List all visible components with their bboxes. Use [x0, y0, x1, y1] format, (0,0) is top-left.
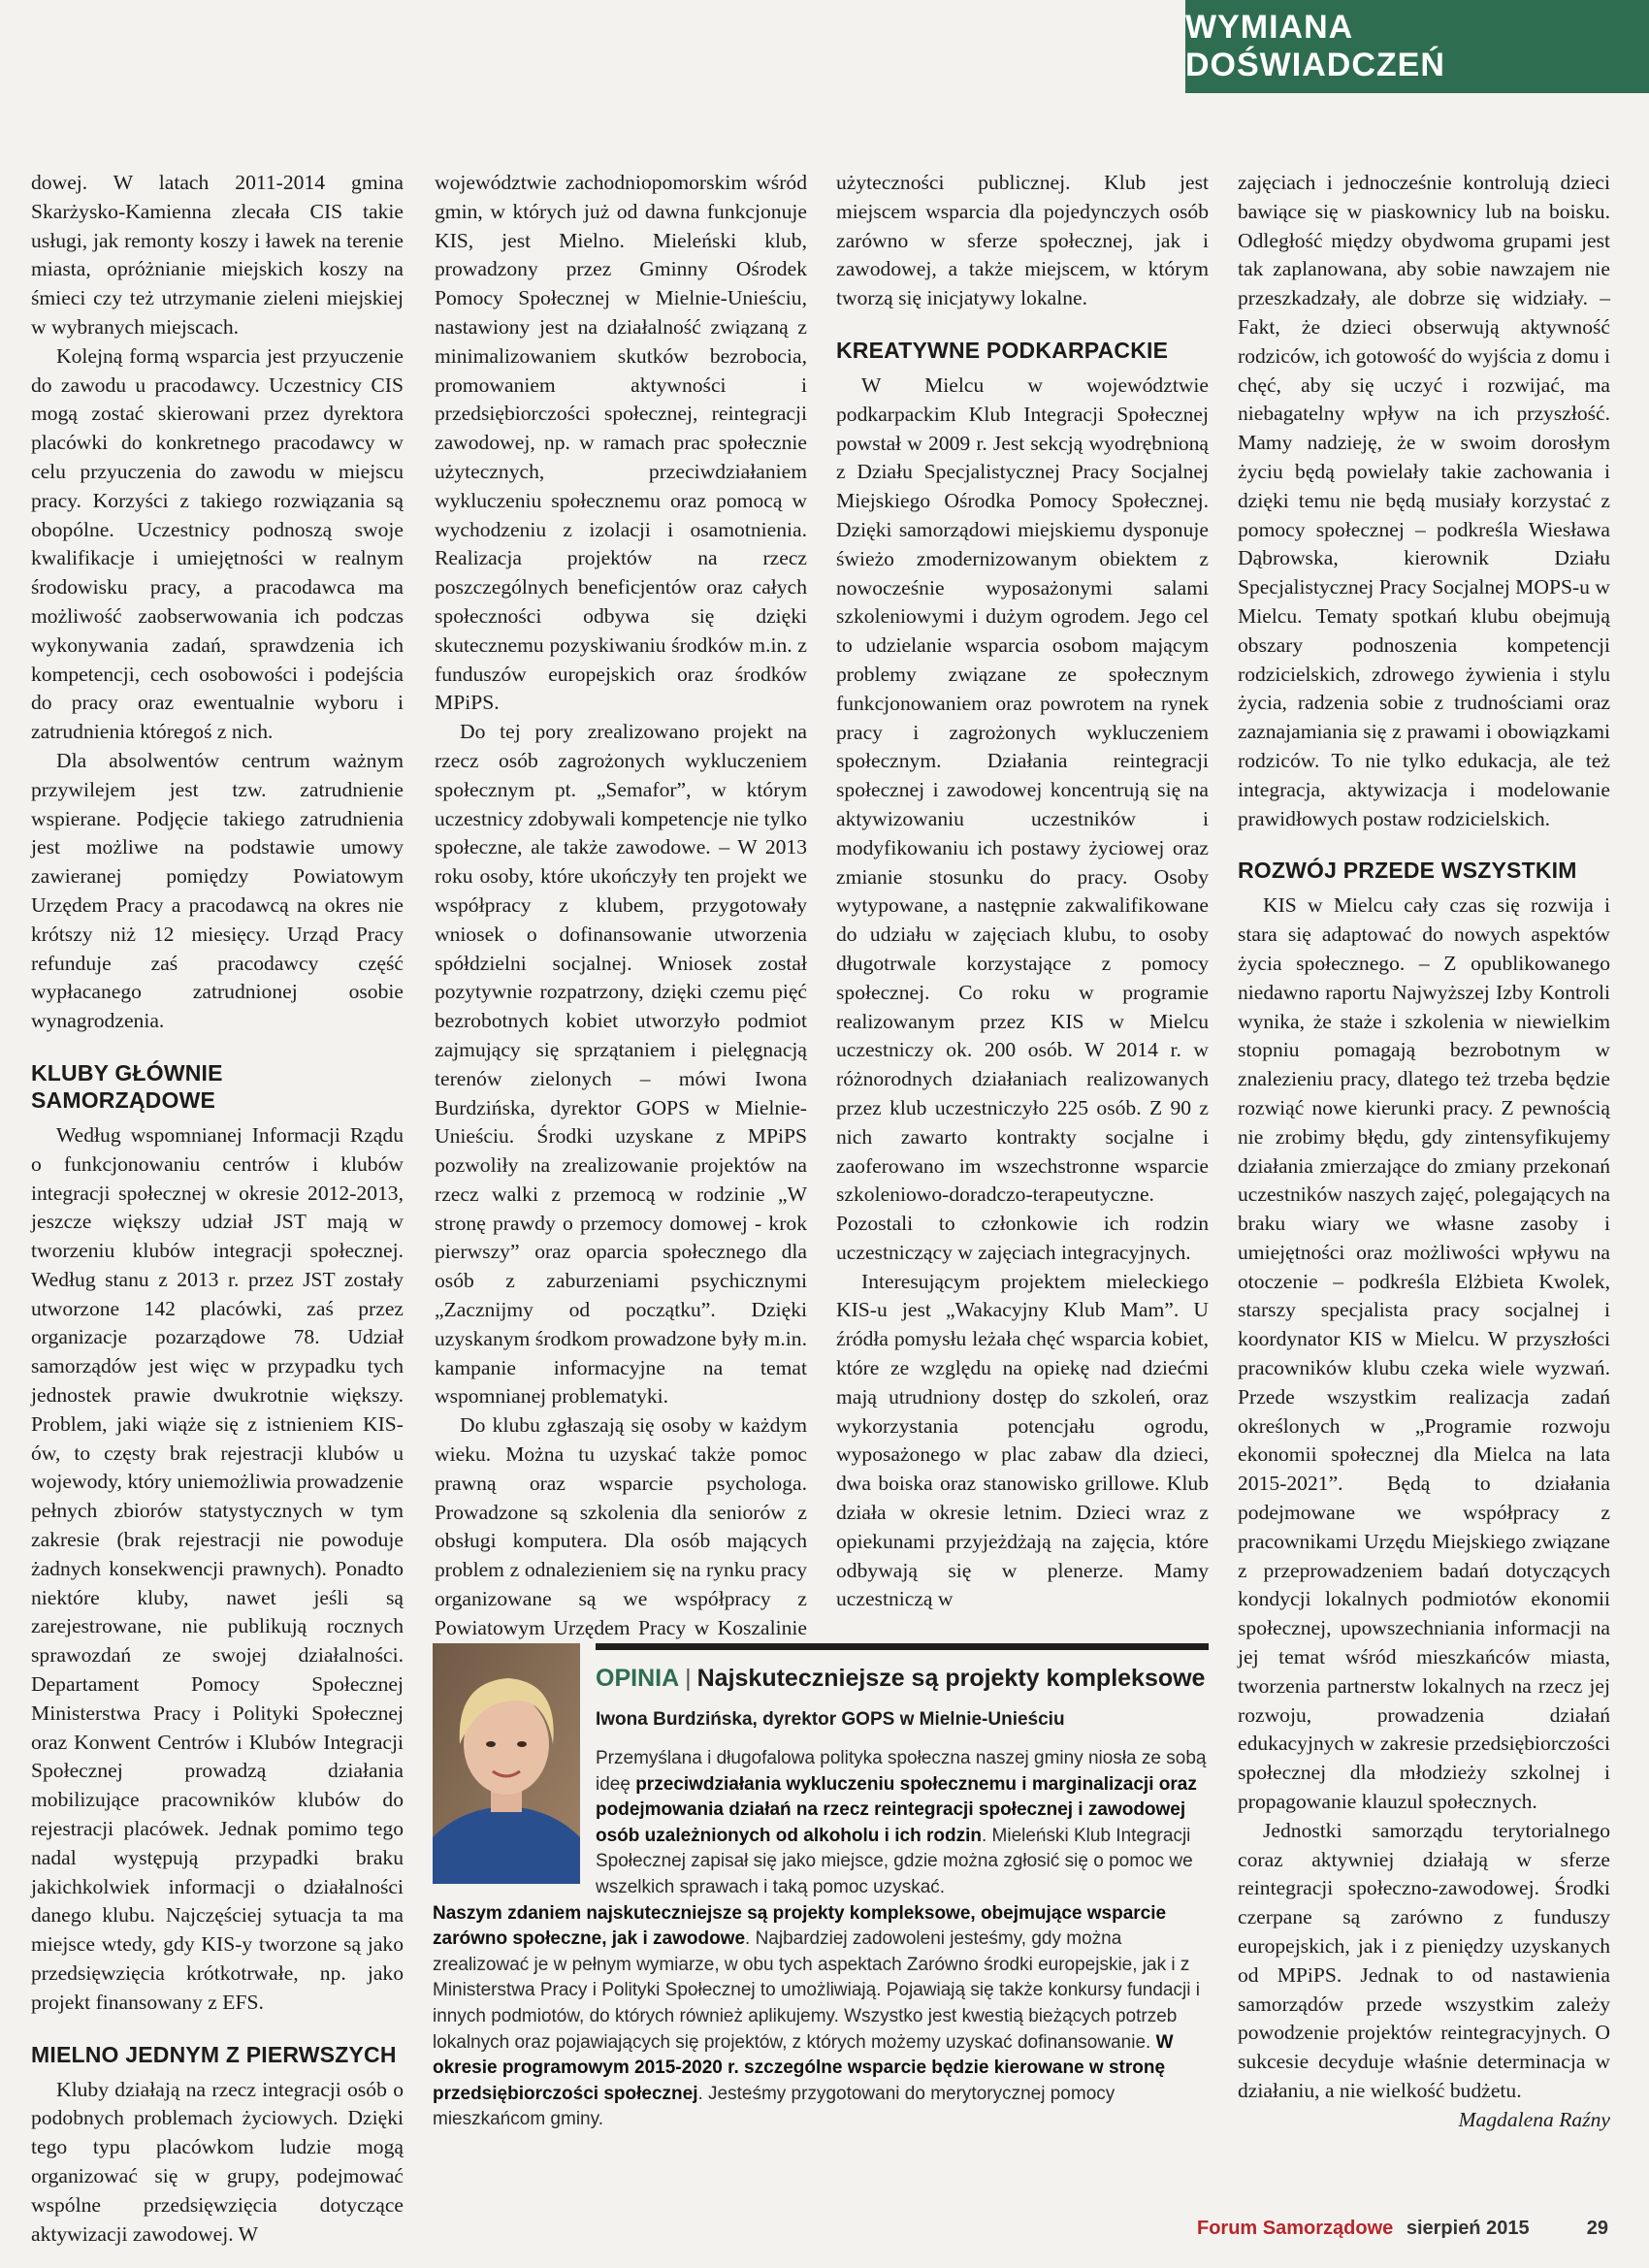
article-column-1 [31, 169, 404, 2249]
paragraph: Jednostki samorządu terytorialnego coraz aktywniej działają w sferze reintegracji społeczno-zawodowej. Środki czerpane są zarówno z funduszy europejskich, jak i z pieniędzy uzyskanych od MPiPS. Jednak to od nastawienia samorządów przede wszystkim zależy powodzenie projektów reintegracyjnych. O sukcesie decyduje właśnie determinacja w działaniu, a nie wielkość budżetu. [1238, 1818, 1610, 2102]
opinion-highlight: W okresie programowym 2015-2020 r. szczególne wsparcie będzie kierowane w stronę przedsiębiorczości społecznej [433, 2031, 1174, 2104]
opinion-highlight: Naszym zdaniem najskuteczniejsze są projekty kompleksowe, obejmujące wsparcie zarówno społeczne, jak i zawodowe [433, 1902, 1167, 1950]
opinion-box [433, 1643, 1209, 2187]
opinion-kicker: OPINIA [596, 1665, 680, 1692]
opinion-separator: | [685, 1665, 692, 1692]
paragraph: Według wspomnianej Informacji Rządu o funkcjonowaniu centrów i klubów integracji społecznej w okresie 2012-2013, jeszcze większy udział JST mają w tworzeniu klubów integracji społecznej. Według stanu z 2013 r. przez JST zostały utworzone 142 placówki, zaś przez organizacje pozarządowe 78. Udział samorządów jest więc w przypadku tych jednostek prawie dwukrotnie większy. Problem, jaki wiąże się z istnieniem KIS-ów, to częsty brak rejestracji klubów u wojewody, który uniemożliwia prowadzenie pełnych zbiorów statystycznych w tym zakresie (brak rejestracji nie powoduje żadnych konsekwencji prawnych). Ponadto niektóre kluby, nawet jeśli są zarejestrowane, nie publikują rocznych sprawozdań ze swojej działalności. Departament Pomocy Społecznej Ministerstwa Pracy i Polityki Społecznej oraz Konwent Centrów i Klubów Integracji Społecznej prowadzą działania mobilizujące pracowników klubów do rejestracji placówek. Jednak pomimo tego nadal występują przypadki braku jakichkolwiek informacji o działalności danego klubu. Najczęściej sytuacja ta ma miejsce wtedy, gdy KIS-y tworzone są jako przedsięwzięcia krótkotrwałe, np. jako projekt finansowany z EFS. [31, 1122, 404, 2014]
subheading: KREATYWNE PODKARPACKIE [836, 337, 1169, 363]
paragraph: województwie zachodniopomorskim wśród gmin, w których już od dawna funkcjonuje KIS, jest Mielno. Mieleński klub, prowadzony przez Gminny Ośrodek Pomocy Społecznej w Mielnie-Unieściu, nastawiony jest na działalność związaną z minimalizowaniem skutków bezrobocia, promowaniem aktywności i przedsiębiorczości społecznej, reintegracji zawodowej, np. w ramach prac społecznie użytecznych, przeciwdziałaniem wykluczeniu społecznemu oraz pomocą w wychodzeniu z izolacji i osamotnienia. Realizacja projektów na rzecz poszczególnych beneficjentów oraz całych społeczności odbywa się dzięki skutecznemu pozyskiwaniu środków m.in. z funduszów europejskich oraz środków MPiPS. [435, 171, 807, 715]
opinion-text: . Jesteśmy przygotowani do merytorycznej pomocy mieszkańcom gminy. [433, 2083, 1116, 2130]
opinion-paragraph [596, 1746, 1209, 1901]
paragraph: Do klubu zgłaszają się osoby w każdym wieku. Można tu uzyskać także pomoc prawną oraz wsparcie psychologa. Prowadzone są szkolenia dla seniorów z obsługi komputera. Dla osób mających problem z odnalezieniem się na rynku pracy organizowane są we współpracy z Powiatowym Urzędem Pracy w Koszalinie [435, 1413, 807, 1639]
paragraph: Interesującym projektem mieleckiego KIS-u jest „Wakacyjny Klub Mam”. U źródła pomysłu leżała chęć wsparcia kobiet, które ze względu na opiekę nad dziećmi mają utrudniony dostęp do szkoleń, oraz wykorzystania potencjału ogrodu, wyposażonego w plac zabaw dla dzieci, dwa boiska oraz stanowisko grillowe. Klub działa w okresie letnim. Dzieci wraz z opiekunami przyjeżdżają na zajęcia, które odbywają się w plenerze. Mamy uczestniczą w [836, 1269, 1209, 1611]
opinion-body [433, 1746, 1209, 2133]
paragraph: Kolejną formą wsparcia jest przyuczenie do zawodu u pracodawcy. Uczestnicy CIS mogą zostać skierowani przez dyrektora placówki do konkretnego pracodawcy w celu przyuczenia do zawodu w miejscu pracy. Korzyści z takiego rozwiązania są obopólne. Uczestnicy podnoszą swoje kwalifikacje i umiejętności w realnym środowisku pracy, a pracodawca ma możliwość zaobserwowania ich podczas wykonywania zadań, sprawdzenia ich kompetencji, cech osobowości i podejścia do pracy oraz ewentualnie wyboru i zatrudnienia któregoś z nich. [31, 343, 404, 744]
page-footer [1197, 2218, 1614, 2240]
section-header [1185, 0, 1649, 93]
subheading: ROZWÓJ PRZEDE WSZYSTKIM [1238, 858, 1577, 884]
paragraph: dowej. W latach 2011-2014 gmina Skarżysko-Kamienna zlecała CIS takie usługi, jak remonty koszy i ławek na terenie miasta, opróżnianie miejskich koszy na śmieci czy też utrzymanie zieleni miejskiej w wybranych miejscach. [31, 171, 404, 339]
opinion-rule [596, 1643, 1209, 1650]
magazine-name: Forum Samorządowe [1197, 2218, 1394, 2239]
opinion-title: Najskuteczniejsze są projekty kompleksowe [696, 1665, 1206, 1692]
paragraph: użyteczności publicznej. Klub jest miejscem wsparcia dla pojedynczych osób zarówno w sferze społecznej, jak i zawodowej, a także miejscem, w którym tworzą się inicjatywy lokalne. [836, 171, 1209, 310]
section-title: WYMIANA DOŚWIADCZEŃ [1185, 9, 1445, 83]
paragraph: KIS w Mielcu cały czas się rozwija i stara się adaptować do nowych aspektów życia społecznego. – Z opublikowanego niedawno raportu Najwyższej Izby Kontroli wynika, że staże i szkolenia w niewielkim stopniu pomagają bezrobotnym w znalezieniu pracy, dlatego też trzeba będzie rozwiąć nowe kierunki pracy. Z pewnością nie zrobimy błędu, gdy zintensyfikujemy działania zmierzające do zmiany przekonań uczestników naszych zajęć, polegających na braku wiary we własne zasoby i umiejętności oraz możliwości wpływu na otoczenie – podkreśla Elżbieta Kwolek, starszy specjalista pracy socjalnej i koordynator KIS w Mielcu. W przyszłości pracowników klubu czeka wiele wyzwań. Przede wszystkim realizacja zadań określonych w „Programie rozwoju ekonomii społecznej dla Mielca na lata 2015-2021”. Będą to działania podejmowane we współpracy z pracownikami Urzędu Miejskiego związane z przeprowadzeniem badań dotyczących kondycji lokalnych podmiotów ekonomii społecznej, upowszechniania informacji na jej temat wśród mieszkańców miasta, tworzenia partnerstw lokalnych na rzecz jej rozwoju, prowadzenia działań edukacyjnych w zakresie przedsiębiorczości społecznej dla młodzieży szkolnej i propagowanie klauzul społecznych. [1238, 893, 1610, 1814]
article-column-3 [836, 169, 1209, 1614]
subheading: MIELNO JEDNYM Z PIERWSZYCH [31, 2041, 397, 2067]
paragraph: zajęciach i jednocześnie kontrolują dzieci bawiące się w piaskownicy lub na boisku. Odległość między obydwoma grupami jest tak zaplanowana, aby sobie nawzajem nie przeszkadzały, ale dobrze się widziały. – Fakt, że dzieci obserwują aktywność rodziców, ich gotowość do wyjścia z domu i chęć, aby się uczyć i rozwijać, ma niebagatelny wpływ na ich przyszłość. Mamy nadzieję, że w swoim dorosłym życiu będą powielały takie zachowania i dzięki temu nie będą musiały korzystać z pomocy społecznej – podkreśla Wiesława Dąbrowska, kierownik Działu Specjalistycznej Pracy Socjalnej MOPS-u w Mielcu. Tematy spotkań klubu obejmują obszary podnoszenia kompetencji rodzicielskich, zdrowego żywienia i stylu życia, radzenia sobie z trudnościami oraz zaznajamiania się z prawami i obowiązkami rodziców. To nie tylko edukacja, ale też integracja, aktywizacja i modelowanie prawidłowych postaw rodzicielskich. [1238, 171, 1610, 830]
paragraph: W Mielcu w województwie podkarpackim Klub Integracji Społecznej powstał w 2009 r. Jest sekcją wyodrębnioną z Działu Specjalistycznej Pracy Socjalnej Miejskiego Ośrodka Pomocy Społecznej. Dzięki samorządowi miejskiemu dysponuje świeżo zmodernizowanym obiektem z nowocześnie wyposażonymi salami szkoleniowymi i dużym ogrodem. Jego cel to udzielanie wsparcia osobom mającym problemy związane ze społecznym funkcjonowaniem oraz powrotem na rynek pracy i zagrożonych wykluczeniem społecznym. Działania reintegracji społecznej i zawodowej koncentrują się na aktywizowaniu uczestników i modyfikowaniu ich postawy życiowej oraz zmianie stosunku do pracy. Osoby wytypowane, a następnie zakwalifikowane do udziału w zajęciach klubu, to osoby długotrwale korzystające z pomocy społecznej. Co roku w programie realizowanym przez KIS w Mielcu uczestniczy ok. 200 osób. W 2014 r. w różnorodnych działaniach realizowanych przez klub uczestniczyło 225 osób. Z 90 z nich zawarto kontrakty socjalne i zaoferowano im wszechstronne wsparcie szkoleniowo-doradczo-terapeutyczne. Pozostali to członkowie ich rodzin uczestniczący w zajęciach integracyjnych. [836, 373, 1209, 1264]
page-number: 29 [1586, 2218, 1608, 2239]
opinion-title-line [596, 1665, 1209, 1693]
opinion-text: . Najbardziej zadowoleni jesteśmy, gdy można zrealizować je w pełnym wymiarze, w obu tych aspektach Zarówno środki europejskie, jak i z Ministerstwa Pracy i Polityki Społecznej to umożliwiają. Pojawiają się także konkursy fundacji i innych podmiotów, do których również aplikujemy. Wszystko jest kwestią bieżących potrzeb lokalnych oraz pojawiających się projektów, z których możemy uzyskać dofinansowanie. [433, 1928, 1200, 2053]
opinion-text: . Mieleński Klub Integracji Społecznej zapisał się jako miejsce, gdzie można zgłosić się o pomoc we wszelkich sprawach i taką pomoc uzyskać. [596, 1825, 1193, 1897]
article-column-4 [1238, 169, 1610, 2135]
subheading: KLUBY GŁÓWNIE SAMORZĄDOWE [31, 1059, 223, 1113]
opinion-author: Iwona Burdzińska, dyrektor GOPS w Mielnie-Unieściu [596, 1709, 1065, 1730]
article-column-2 [435, 169, 807, 1671]
article-author: Magdalena Raźny [1458, 2107, 1610, 2131]
paragraph: Do tej pory zrealizowano projekt na rzecz osób zagrożonych wykluczeniem społecznym pt. „Semafor”, w którym uczestnicy zdobywali kompetencje nie tylko społeczne, ale także zawodowe. – W 2013 roku osoby, które ukończyły ten projekt we współpracy z klubem, przygotowały wniosek o dofinansowanie utworzenia spółdzielni socjalnej. Wniosek został pozytywnie rozpatrzony, dzięki czemu pięć bezrobotnych kobiet utworzyło podmiot zajmujący się sprzątaniem i pielęgnacją terenów zielonych – mówi Iwona Burdzińska, dyrektor GOPS w Mielnie-Unieściu. Środki uzyskane z MPiPS pozwoliły na zrealizowanie projektów na rzecz walki z przemocą w rodzinie „W stronę prawdy o przemocy domowej - krok pierwszy” oraz oparcia społecznego dla osób z zaburzeniami psychicznymi „Zacznijmy od początku”. Dzięki uzyskanym środkom prowadzone były m.in. kampanie informacyjne na temat wspomnianej problematyki. [435, 720, 807, 1409]
paragraph: Dla absolwentów centrum ważnym przywilejem jest tzw. zatrudnienie wspierane. Podjęcie takiego zatrudnienia jest możliwe na podstawie umowy zawieranej pomiędzy Powiatowym Urzędem Pracy a pracodawcą na okres nie krótszy niż 12 miesięcy. Urząd Pracy refunduje zaś pracodawcy część wypłacanego zatrudnionej osobie wynagrodzenia. [31, 748, 404, 1033]
issue-date: sierpień 2015 [1406, 2218, 1530, 2239]
opinion-paragraph [433, 1901, 1209, 2133]
opinion-text: Przemyślana i długofalowa polityka społeczna naszej gminy niosła ze sobą ideę [596, 1748, 1207, 1795]
opinion-highlight: przeciwdziałania wykluczeniu społecznemu i marginalizacji oraz podejmowania działań na rzecz reintegracji społecznej i zawodowej osób uzależnionych od alkoholu i ich rodzin [596, 1773, 1197, 1846]
paragraph: Kluby działają na rzecz integracji osób o podobnych problemach życiowych. Dzięki tego typu placówkom ludzie mogą organizować się w grupy, podejmować wspólne przedsięwzięcia dotyczące aktywizacji zawodowej. W [31, 2077, 404, 2246]
